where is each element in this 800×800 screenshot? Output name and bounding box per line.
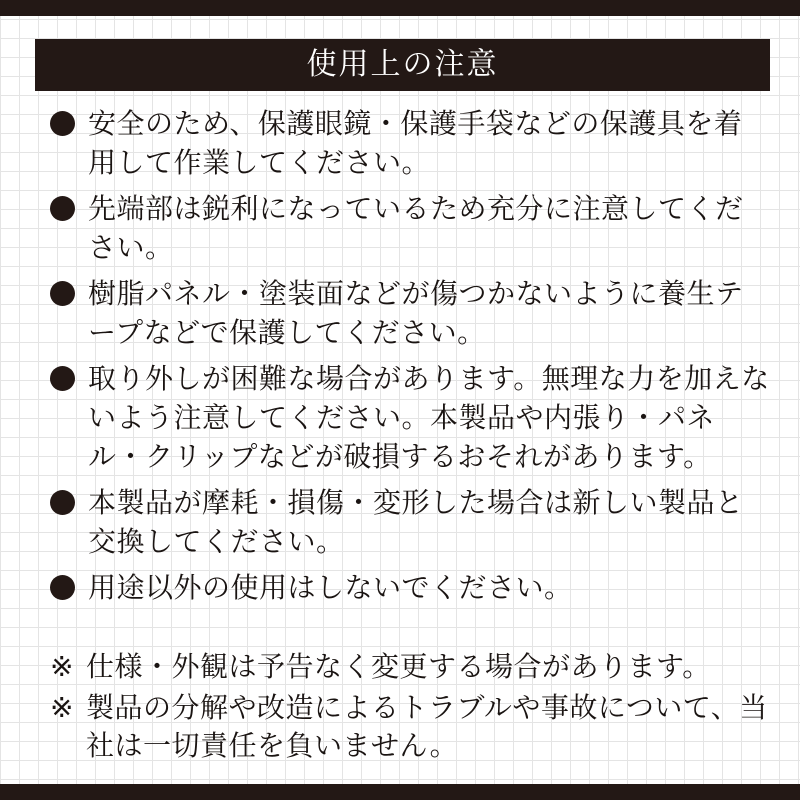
caution-item: [50, 274, 770, 352]
caution-item: [50, 568, 770, 607]
filled-circle-icon: [50, 366, 80, 391]
reference-mark-icon: ※: [50, 650, 74, 683]
caution-item: [50, 483, 770, 561]
caution-text: 用途以外の使用はしないでください。: [88, 571, 573, 604]
caution-text: 安全のため、保護眼鏡・保護手袋などの保護具を着用して作業してください。: [88, 107, 743, 179]
remark-item: [50, 648, 770, 686]
caution-text: 本製品が摩耗・損傷・変形した場合は新しい製品と交換してください。: [88, 486, 744, 558]
caution-item: [50, 104, 770, 182]
page-title: 使用上の注意: [306, 47, 499, 82]
remark-item: [50, 689, 770, 765]
reference-mark-icon: ※: [50, 691, 74, 724]
remark-text: 仕様・外観は予告なく変更する場合があります。: [86, 650, 711, 683]
caution-item: [50, 189, 770, 267]
remarks-list: [50, 648, 770, 768]
filled-circle-icon: [50, 111, 80, 136]
title-bar: [35, 39, 770, 91]
caution-item: [50, 359, 770, 476]
caution-list: [50, 104, 770, 614]
filled-circle-icon: [50, 196, 80, 221]
bottom-frame-bar: [0, 784, 800, 800]
caution-text: 先端部は鋭利になっているため充分に注意してください。: [88, 192, 744, 264]
filled-circle-icon: [50, 281, 80, 306]
filled-circle-icon: [50, 490, 80, 515]
filled-circle-icon: [50, 575, 80, 600]
caution-text: 取り外しが困難な場合があります。無理な力を加えないよう注意してください。本製品や内張り・パネル・クリップなどが破損するおそれがあります。: [88, 362, 770, 473]
top-frame-bar: [0, 0, 800, 16]
remark-text: 製品の分解や改造によるトラブルや事故について、当社は一切責任を負いません。: [86, 691, 768, 762]
caution-text: 樹脂パネル・塗装面などが傷つかないように養生テープなどで保護してください。: [88, 277, 744, 349]
